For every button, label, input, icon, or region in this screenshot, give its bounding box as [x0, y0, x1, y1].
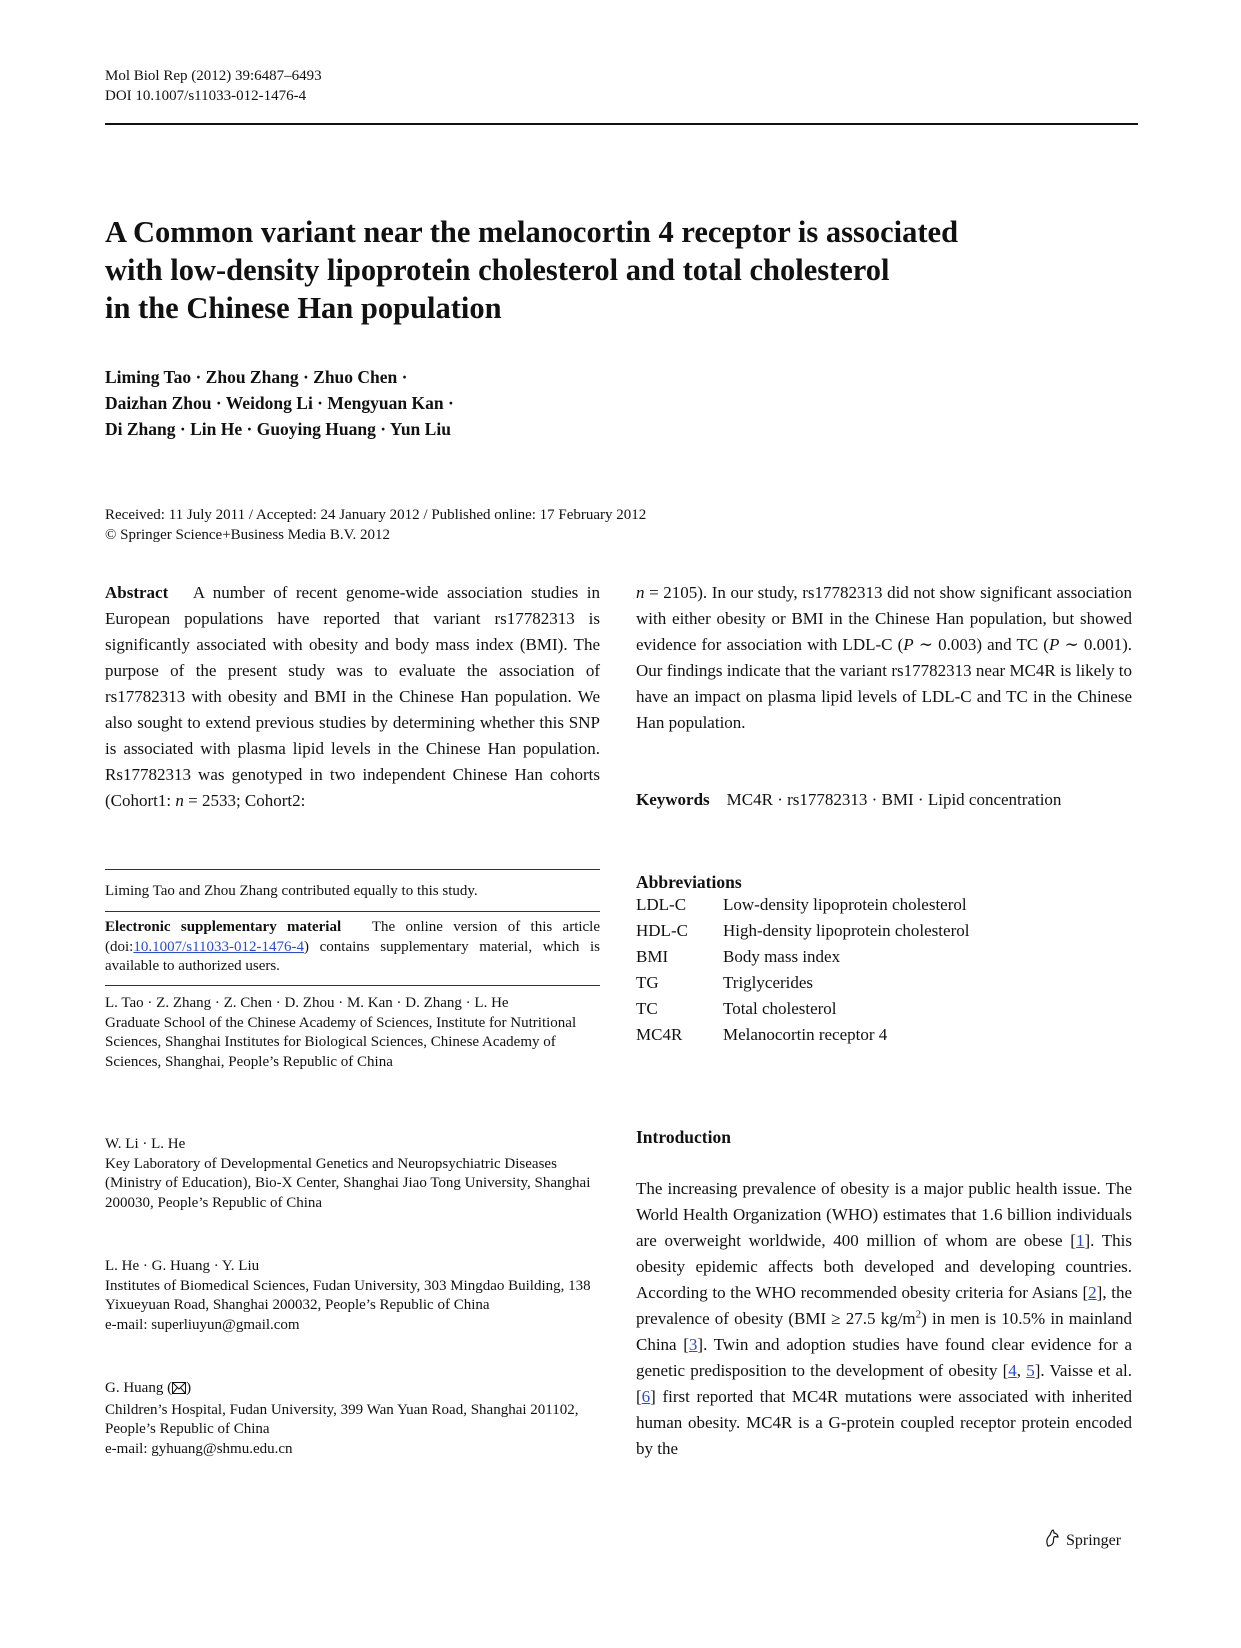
abstract-left	[105, 580, 600, 814]
journal-header	[105, 66, 322, 106]
esm-text-1: The online version of this article (doi:	[105, 919, 601, 955]
copyright-line: © Springer Science+Business Media B.V. 2012	[105, 527, 390, 543]
publisher-logo	[1042, 1528, 1121, 1553]
p-symbol-2: P	[1048, 635, 1060, 654]
introduction-body	[636, 1176, 1132, 1462]
springer-horse-icon	[1042, 1528, 1062, 1553]
citation-link-2[interactable]: 2	[1088, 1283, 1097, 1302]
superscript-2: 2	[915, 1308, 922, 1321]
affiliation-1	[105, 994, 600, 1072]
esm-doi-link[interactable]: 10.1007/s11033-012-1476-4	[133, 938, 305, 955]
affiliation-2-names: W. Li · L. He	[105, 1136, 186, 1152]
affiliation-3-address: Institutes of Biomedical Sciences, Fudan University, 303 Mingdao Building, 138 Yixueyuan Road, Shanghai 200032, People’s Republic of China	[105, 1277, 591, 1313]
title-line-2: with low-density lipoprotein cholesterol and total cholesterol	[105, 253, 890, 287]
abbr-row	[636, 921, 969, 947]
abbr-term: BMI	[636, 947, 669, 966]
esm-text-2: ) contains supplementary material, which is available to authorized users.	[105, 938, 600, 974]
n-symbol-2: n	[636, 583, 645, 602]
intro-text-2: ]. This obesity epidemic affects both developed and developing countries. According to the WHO recommended obesity criteria for Asians [	[636, 1231, 1132, 1302]
keywords-label: Keywords	[636, 790, 710, 809]
publication-dates	[105, 505, 646, 545]
intro-text-5: ]. Twin and adoption studies have found clear evidence for a genetic predisposition to the development of obesity [	[636, 1335, 1132, 1380]
abstract-text-1: A number of recent genome-wide association studies in European populations have reported that variant rs17782313 is significantly associated with obesity and body mass index (BMI). The purpose of the present study was to evaluate the association of rs17782313 with obesity and BMI in the Chinese Han population. We also sought to extend previous studies by determining whether this SNP is associated with plasma lipid levels in the Chinese Han population. Rs17782313 was genotyped in two independent Chinese Han cohorts (Cohort1:	[105, 583, 600, 810]
introduction-paragraph	[636, 1176, 1132, 1462]
abstract-right	[636, 580, 1132, 736]
abstract-paragraph	[105, 580, 600, 814]
affiliation-4-names: G. Huang (	[105, 1380, 173, 1396]
esm-label: Electronic supplementary material	[105, 919, 342, 935]
intro-text-3: ], the prevalence of obesity (BMI ≥ 27.5 kg/m	[636, 1283, 1132, 1328]
abbreviations-table	[636, 895, 969, 1051]
affiliation-4-names-end: )	[186, 1380, 192, 1396]
abbreviations-heading: Abbreviations	[636, 872, 742, 892]
affiliation-3-names: L. He · G. Huang · Y. Liu	[105, 1258, 260, 1274]
equal-contribution-note	[105, 882, 600, 902]
footnote-rule-2	[105, 911, 600, 912]
intro-text-4: ) in men is 10.5% in mainland China [	[636, 1309, 1133, 1354]
abstract-cohort2: = 2105). In our study, rs17782313 did not show significant association with either obesity or BMI in the Chinese Han population, but showed evidence for association with LDL-C (	[636, 583, 1132, 654]
abbr-term: TG	[636, 973, 659, 992]
abbr-definition: Low-density lipoprotein cholesterol	[723, 895, 967, 914]
intro-text-1: The increasing prevalence of obesity is a major public health issue. The World Health Organization (WHO) estimates that 1.6 billion individuals are overweight worldwide, 400 million of whom are obese [	[636, 1179, 1132, 1250]
esm-note	[105, 918, 600, 977]
title-line-1: A Common variant near the melanocortin 4 receptor is associated	[105, 215, 959, 249]
title-line-3: in the Chinese Han population	[105, 291, 502, 325]
abbr-row	[636, 1025, 969, 1051]
p-symbol-1: P	[903, 635, 914, 654]
author-line-2: Daizhan Zhou · Weidong Li · Mengyuan Kan ·	[105, 393, 454, 413]
abstract-cohort1: = 2533; Cohort2:	[183, 791, 306, 810]
citation-link-5[interactable]: 5	[1026, 1361, 1035, 1380]
abstract-label: Abstract	[105, 583, 169, 602]
affiliation-1-names: L. Tao · Z. Zhang · Z. Chen · D. Zhou · M. Kan · D. Zhang · L. He	[105, 995, 509, 1011]
affiliation-3-email: e-mail: superliuyun@gmail.com	[105, 1316, 300, 1333]
intro-text-6: ]. Vaisse et al. [	[636, 1361, 1132, 1406]
abbr-definition: Total cholesterol	[723, 999, 837, 1018]
footnote-rule	[105, 869, 600, 870]
journal-doi: DOI 10.1007/s11033-012-1476-4	[105, 88, 307, 104]
keywords-text: MC4R · rs17782313 · BMI · Lipid concentration	[726, 790, 1062, 809]
abstract-continuation	[636, 580, 1132, 736]
citation-link-6[interactable]: 6	[641, 1387, 651, 1406]
abstract-ldl-p: ∼ 0.003) and TC (	[913, 635, 1049, 654]
affiliation-1-address: Graduate School of the Chinese Academy of Sciences, Institute for Nutritional Sciences, Shanghai Institutes for Biological Sciences, Chinese Academy of Sciences, Shanghai, People’s Republic of China	[105, 1014, 577, 1070]
citation-separator: ,	[1016, 1361, 1027, 1380]
abbr-definition: Triglycerides	[723, 973, 814, 992]
affiliation-3	[105, 1257, 600, 1335]
citation-link-4[interactable]: 4	[1008, 1361, 1017, 1380]
abbr-row	[636, 947, 969, 973]
abbr-term: MC4R	[636, 1025, 683, 1044]
affiliation-4-email: e-mail: gyhuang@shmu.edu.cn	[105, 1440, 293, 1457]
affiliation-2	[105, 1135, 600, 1213]
equal-contribution-text: Liming Tao and Zhou Zhang contributed equally to this study.	[105, 883, 478, 899]
introduction-heading: Introduction	[636, 1127, 731, 1147]
abbr-definition: High-density lipoprotein cholesterol	[723, 921, 970, 940]
intro-text-7: ] first reported that MC4R mutations were associated with inherited human obesity. MC4R is a G-protein coupled receptor protein encoded by the	[636, 1387, 1132, 1458]
citation-link-3[interactable]: 3	[688, 1335, 698, 1354]
history-dates: Received: 11 July 2011 / Accepted: 24 January 2012 / Published online: 17 February 2012	[105, 507, 647, 523]
affiliation-4	[105, 1379, 600, 1459]
affiliation-4-address: Children’s Hospital, Fudan University, 399 Wan Yuan Road, Shanghai 201102, People’s Republic of China	[105, 1401, 579, 1437]
envelope-icon	[172, 1381, 186, 1401]
abbr-term: TC	[636, 999, 658, 1018]
citation-link-1[interactable]: 1	[1075, 1231, 1085, 1250]
journal-citation: Mol Biol Rep (2012) 39:6487–6493	[105, 68, 322, 84]
article-title	[105, 213, 1145, 327]
publisher-name: Springer	[1066, 1531, 1122, 1549]
abstract-tc-p: ∼ 0.001). Our findings indicate that the variant rs17782313 near MC4R is likely to have an impact on plasma lipid levels of LDL-C and TC in the Chinese Han population.	[636, 635, 1133, 732]
abbr-term: HDL-C	[636, 921, 688, 940]
abbr-row	[636, 895, 969, 921]
author-line-1: Liming Tao · Zhou Zhang · Zhuo Chen ·	[105, 367, 408, 387]
affiliation-2-address: Key Laboratory of Developmental Genetics and Neuropsychiatric Diseases (Ministry of Education), Bio-X Center, Shanghai Jiao Tong University, Shanghai 200030, People’s Republic of China	[105, 1155, 591, 1211]
abbr-row	[636, 999, 969, 1025]
footnote-rule-3	[105, 985, 600, 986]
n-symbol: n	[175, 791, 184, 810]
abbr-row	[636, 973, 969, 999]
keywords	[636, 787, 1132, 813]
header-rule	[105, 123, 1138, 125]
author-line-3: Di Zhang · Lin He · Guoying Huang · Yun Liu	[105, 419, 451, 439]
abbreviations-section	[636, 869, 969, 1051]
abbr-definition: Melanocortin receptor 4	[723, 1025, 888, 1044]
abbr-term: LDL-C	[636, 895, 687, 914]
abbr-definition: Body mass index	[723, 947, 841, 966]
author-list	[105, 364, 454, 442]
